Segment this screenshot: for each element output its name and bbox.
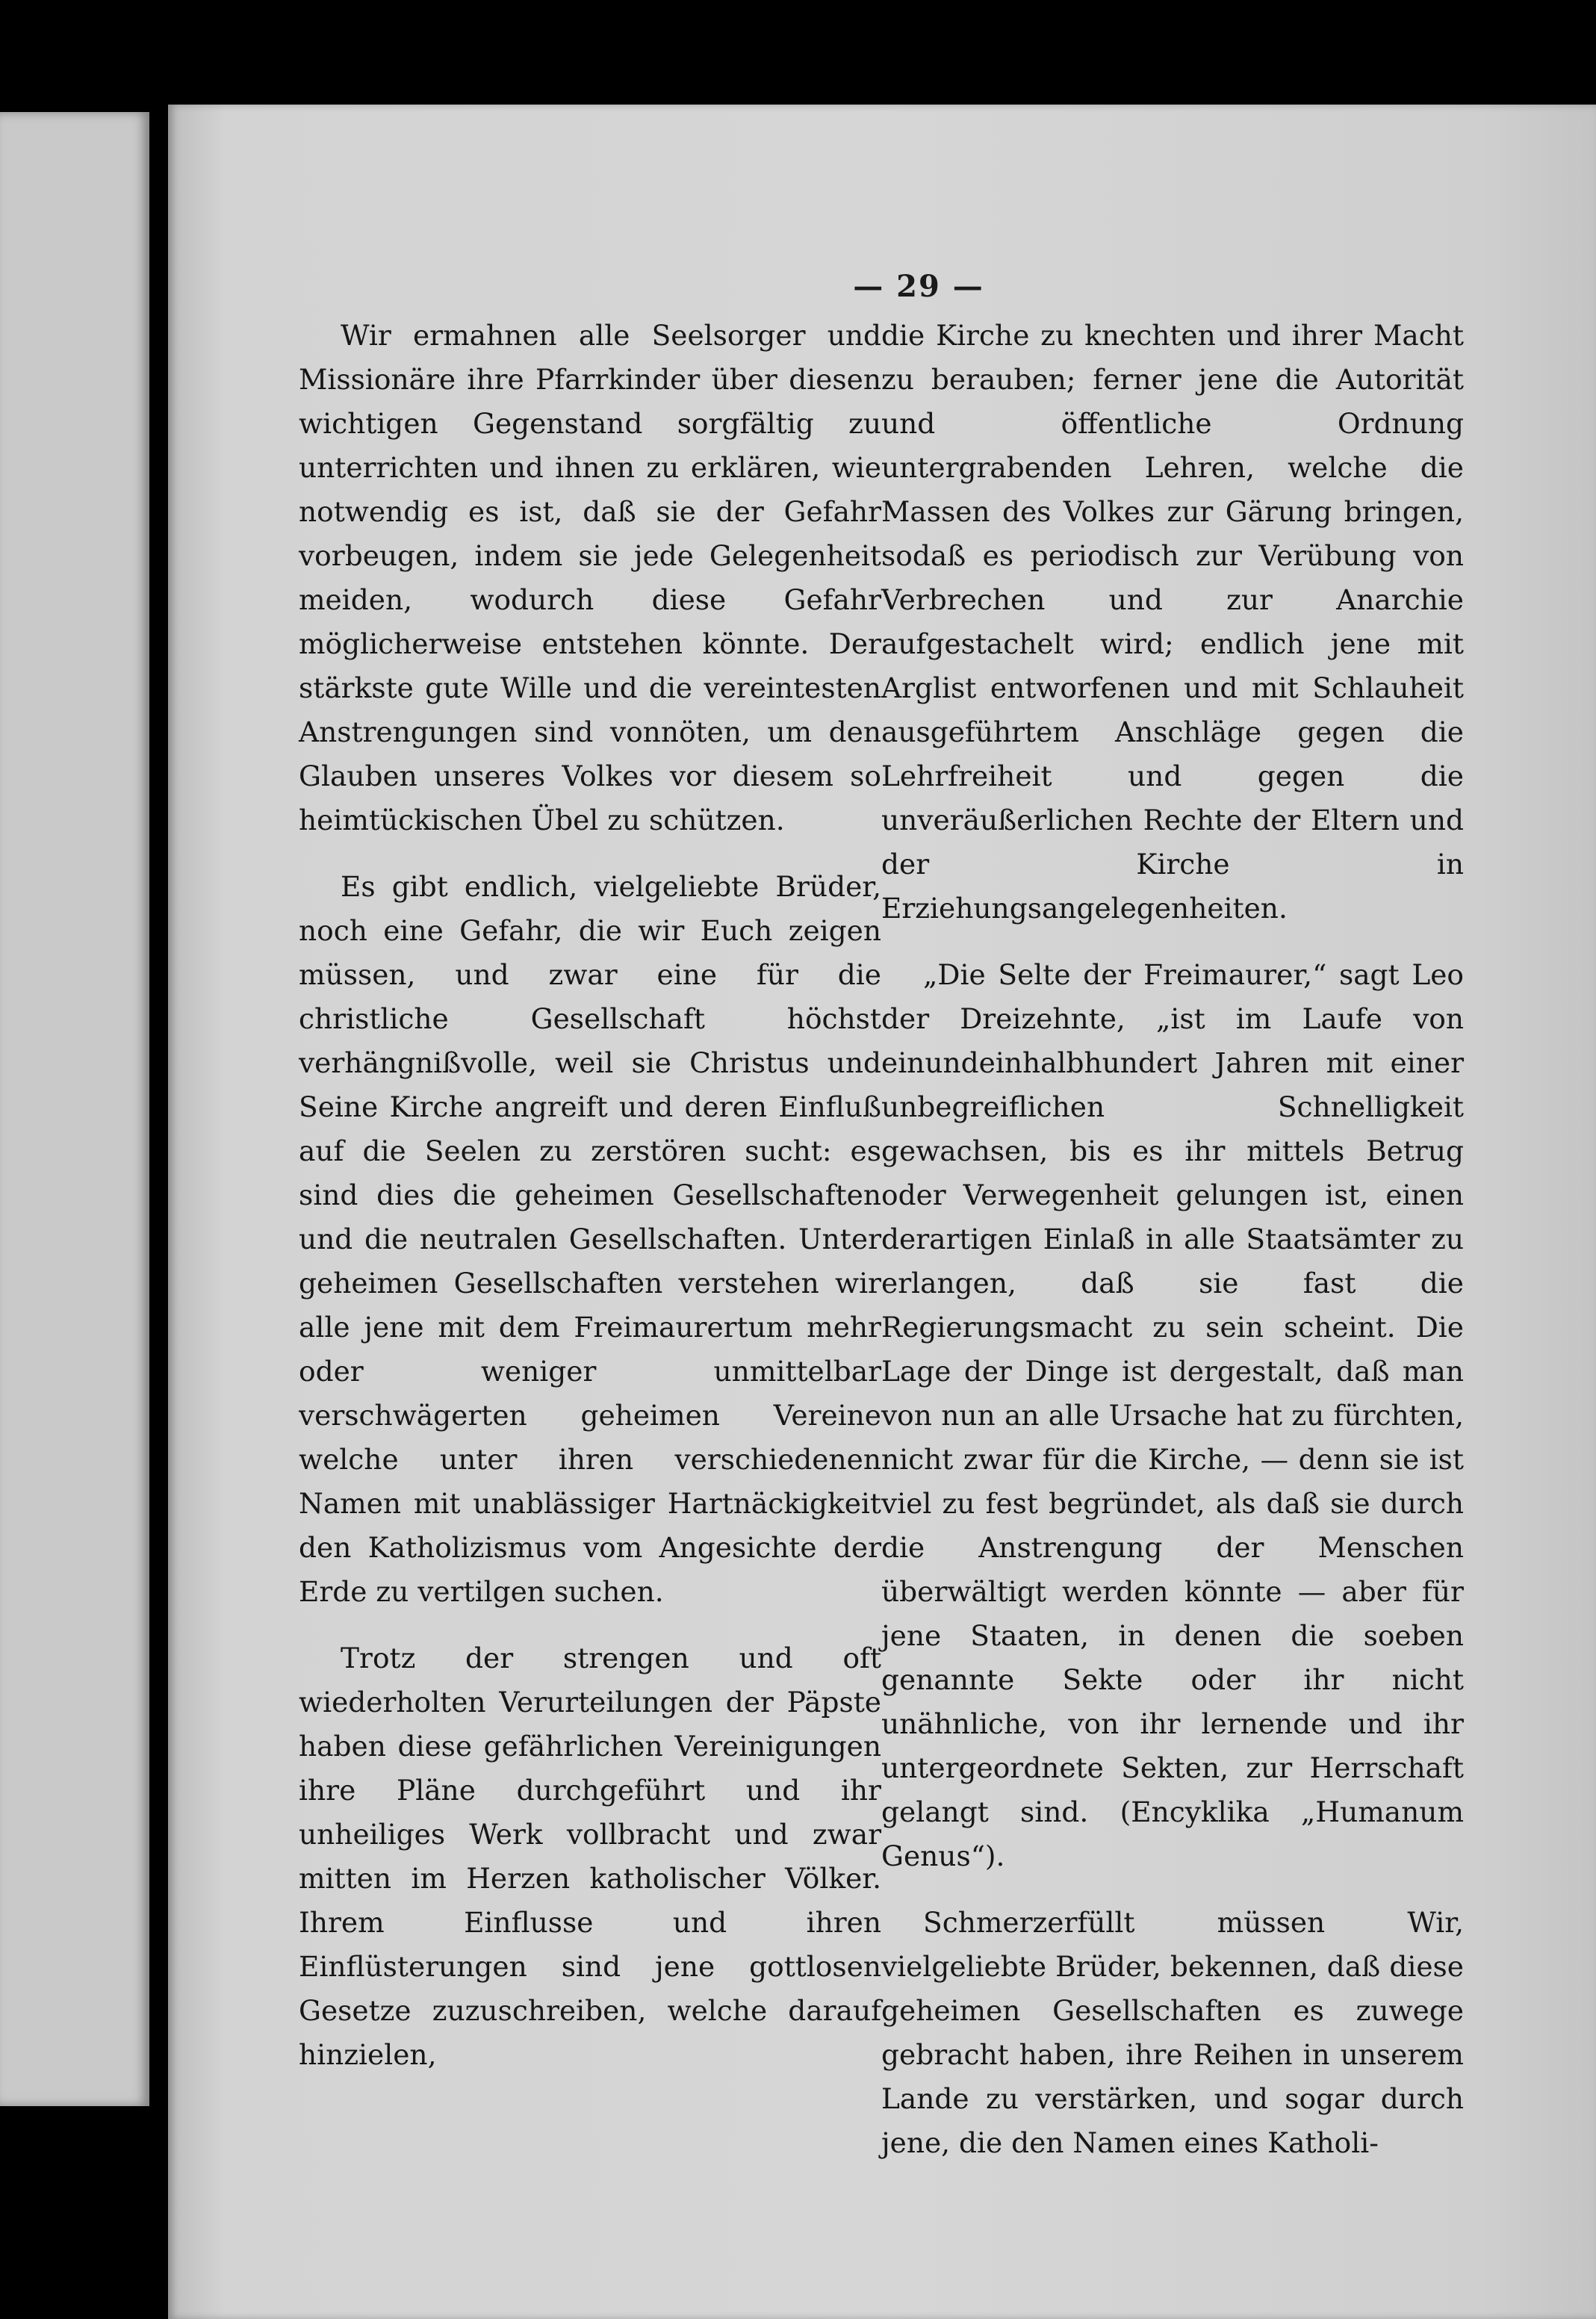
paragraph: Schmerzerfüllt müssen Wir, vielgeliebte Brüder, bekennen, daß diese geheimen Gesellschaften es zuwege gebracht haben, ihre Reihen in unserem Lande zu verstärken, und sogar durch jene, die den Namen eines Katholi- — [881, 1906, 1464, 2159]
text-column-right — [881, 314, 1464, 2165]
paragraph: „Die Selte der Freimaurer,“ sagt Leo der Dreizehnte, „ist im Laufe von einundeinhalbhundert Jahren mit einer unbegreiflichen Schnelligkeit gewachsen, bis es ihr mittels Betrug oder Verwegenheit gelungen ist, einen derartigen Einlaß in alle Staatsämter zu erlangen, daß sie fast die Regierungsmacht zu sein scheint. Die Lage der Dinge ist dergestalt, daß man von nun an alle Ursache hat zu fürchten, nicht zwar für die Kirche, — denn sie ist viel zu fest begründet, als daß sie durch die Anstrengung der Menschen überwältigt werden könnte — aber für jene Staaten, in denen die soeben genannte Sekte oder ihr nicht unähnliche, von ihr lernende und ihr untergeordnete Sekten, zur Herrschaft gelangt sind. (Encyklika „Humanum Genus“). — [881, 958, 1464, 1872]
paragraph: Es gibt endlich, vielgeliebte Brüder, noch eine Gefahr, die wir Euch zeigen müssen, und zwar eine für die christliche Gesellschaft höchst verhängnißvolle, weil sie Christus und Seine Kirche angreift und deren Einfluß auf die Seelen zu zerstören sucht: es sind dies die geheimen Gesellschaften und die neutralen Gesellschaften. Unter geheimen Gesellschaften verstehen wir alle jene mit dem Freimaurertum mehr oder weniger unmittelbar verschwägerten geheimen Vereine welche unter ihren verschiedenen Namen mit unablässiger Hartnäckigkeit den Katholizismus vom Angesichte der Erde zu vertilgen suchen. — [299, 870, 881, 1608]
paragraph: die Kirche zu knechten und ihrer Macht zu berauben; ferner jene die Autorität und öffentliche Ordnung untergrabenden Lehren, welche die Massen des Volkes zur Gärung bringen, sodaß es periodisch zur Verübung von Verbrechen und zur Anarchie aufgestachelt wird; endlich jene mit Arglist entworfenen und mit Schlauheit ausgeführtem Anschläge gegen die Lehrfreiheit und gegen die unveräußerlichen Rechte der Eltern und der Kirche in Erziehungsangelegenheiten. — [881, 319, 1464, 925]
text-column-left — [299, 314, 881, 2077]
paragraph: Wir ermahnen alle Seelsorger und Missionäre ihre Pfarrkinder über diesen wichtigen Gegenstand sorgfältig zu unterrichten und ihnen zu erklären, wie notwendig es ist, daß sie der Gefahr vorbeugen, indem sie jede Gelegenheit meiden, wodurch diese Gefahr möglicherweise entstehen könnte. Der stärkste gute Wille und die vereintesten Anstrengungen sind vonnöten, um den Glauben unseres Volkes vor diesem so heimtückischen Übel zu schützen. — [299, 319, 881, 836]
page-number: — 29 — — [853, 269, 984, 304]
adjacent-page-edge — [0, 112, 149, 2106]
paragraph: Trotz der strengen und oft wiederholten Verurteilungen der Päpste haben diese gefährlichen Vereinigungen ihre Pläne durchgeführt und ihr unheiliges Werk vollbracht und zwar mitten im Herzen katholischer Völker. Ihrem Einflusse und ihren Einflüsterungen sind jene gottlosen Gesetze zuzuschreiben, welche darauf hinzielen, — [299, 1642, 881, 2071]
